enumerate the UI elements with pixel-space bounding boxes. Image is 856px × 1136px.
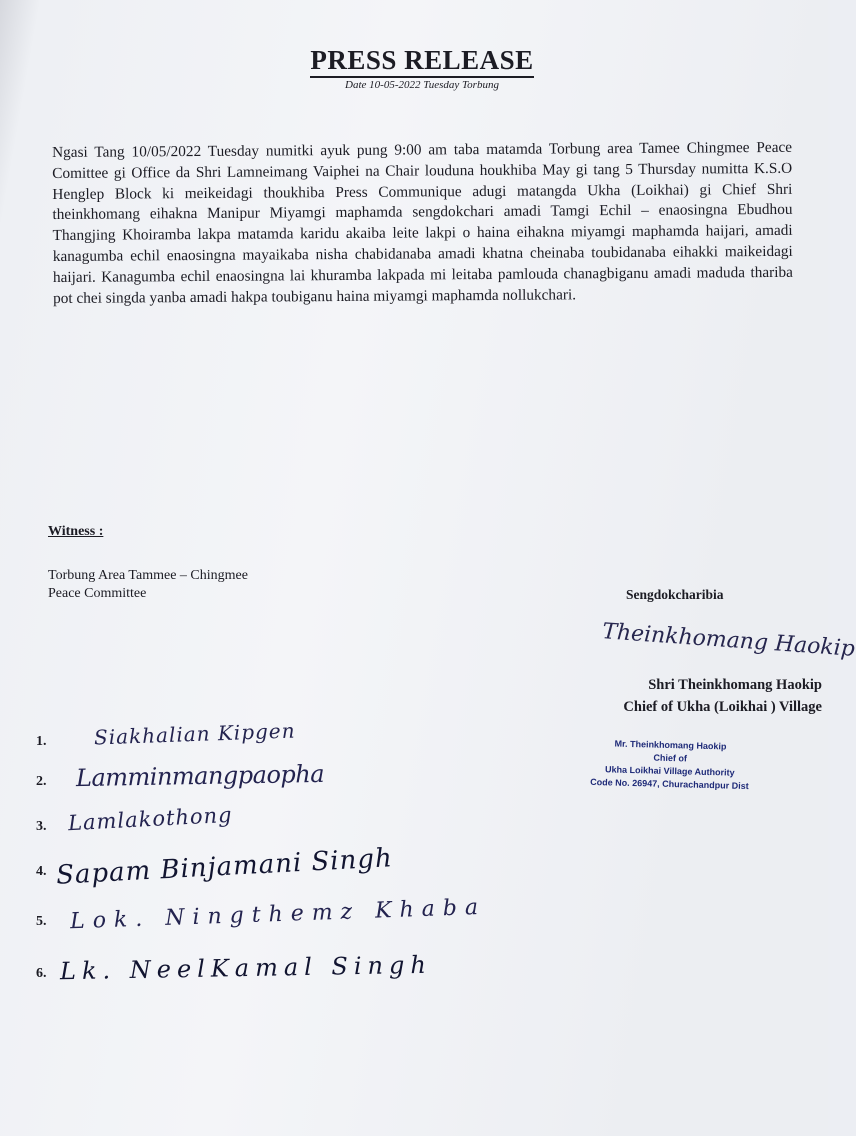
handwritten-signature: Lamminmangpaopha (75, 759, 325, 793)
signature-number: 6. (36, 966, 47, 981)
witness-org-line1: Torbung Area Tammee – Chingmee (48, 568, 248, 583)
handwritten-signature: Sapam Binjamani Singh (55, 843, 394, 891)
signature-number: 5. (36, 914, 47, 929)
handwritten-signature: Lk. NeelKamal Singh (59, 950, 433, 986)
stamp-line: Ukha Loikhai Village Authority (604, 764, 735, 778)
signature-number: 2. (36, 774, 47, 789)
stamp-line: Mr. Theinkhomang Haokip (614, 738, 727, 752)
chief-handwritten-signature: Theinkhomang Haokip (601, 619, 856, 662)
signature-number: 1. (36, 734, 47, 749)
signatory-block (560, 674, 822, 718)
title-block (0, 44, 828, 78)
witness-organization (48, 567, 368, 603)
stamp-line: Chief of (653, 752, 688, 764)
witness-heading: Witness : (48, 524, 104, 539)
date-text: Date 10-05-2022 Tuesday Torbung (345, 79, 499, 91)
signatory-name: Shri Theinkhomang Haokip (648, 677, 822, 693)
official-seal-stamp (547, 736, 792, 794)
witness-org-line2: Peace Committee (48, 586, 147, 601)
handwritten-signature: Lok. Ningthemz Khaba (69, 894, 487, 935)
signature-number: 4. (36, 864, 47, 879)
signature-number: 3. (36, 819, 47, 834)
signatory-title: Chief of Ukha (Loikhai ) Village (623, 699, 822, 715)
document-title: PRESS RELEASE (310, 44, 533, 78)
signatory-label: Sengdokcharibia (626, 587, 724, 602)
handwritten-signature: Siakhalian Kipgen (93, 718, 296, 750)
press-release-body: Ngasi Tang 10/05/2022 Tuesday numitki ayuk pung 9:00 am taba matamda Torbung area Tamee Chingmee Peace Comittee gi Office da Shri Lamneimang Vaiphei na Chair louduna houkhiba May gi tang 5 Thursday numitta K.S.O Henglep Block ki meikeidagi thoukhiba Press Communique adugi matangda Ukha (Loikhai) gi Chief Shri theinkhomang eihakna Manipur Miyamgi maphamda sengdokchari amadi Tamgi Echil – enaosingna Ebudhou Thangjing Khoiramba lakpa matamda karidu akaiba leite lakpi o haina eihakna miyamgi maphamda haijari, amadi kanagumba echil enaosingna mayaikaba nisha chabidanaba amadi khatna cheinaba toubidanaba eihakki maikeidagi haijari. Kanagumba echil enaosingna lai khuramba lakpada mi leitaba pamlouda chanagbiganu amadi maduda thariba pot chei singda yanba amadi hakpa toubiganu haina miyamgi maphamda nollukchari. (52, 138, 793, 307)
date-line (0, 79, 828, 91)
stamp-line: Code No. 26947, Churachandpur Dist (590, 776, 749, 792)
handwritten-signature: Lamlakothong (67, 802, 234, 836)
